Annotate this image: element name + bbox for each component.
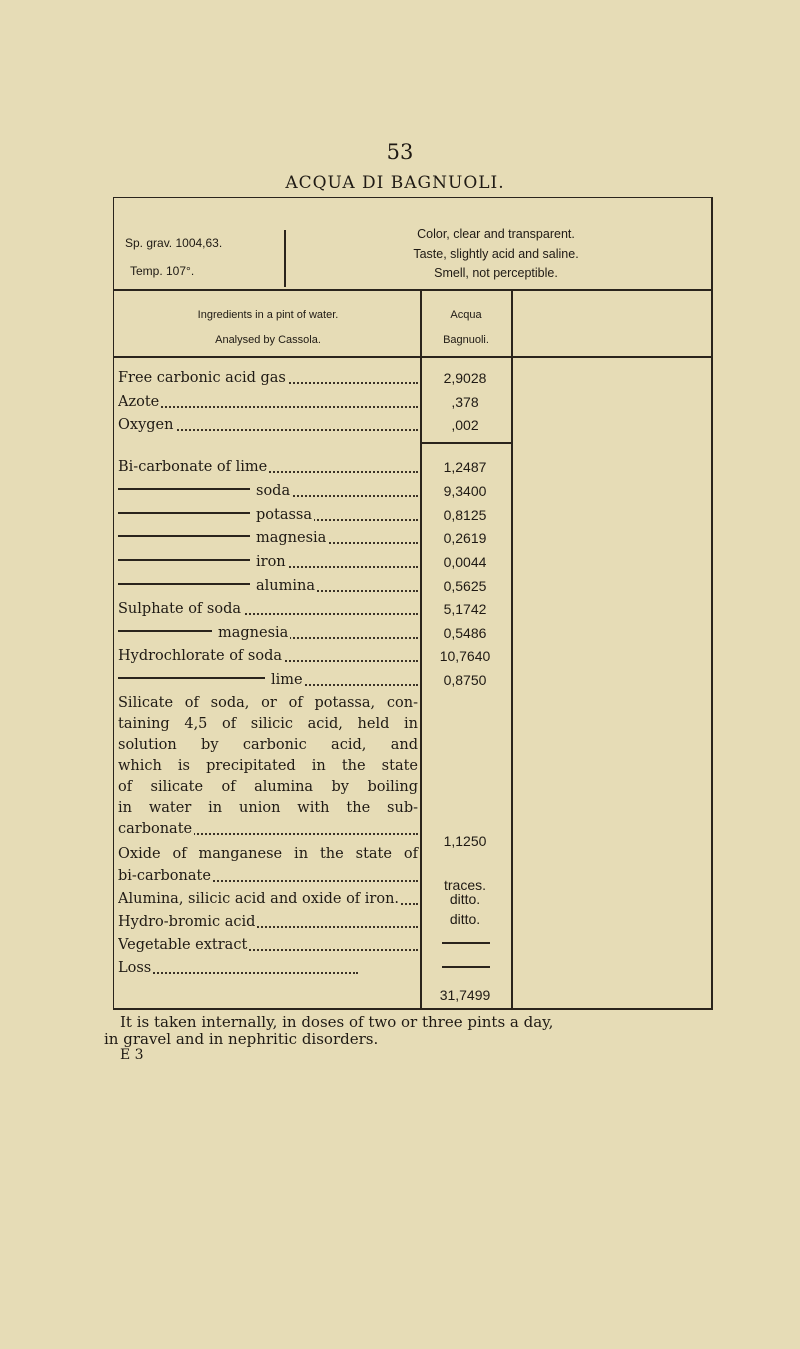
row-label: Loss — [118, 960, 152, 976]
analysed-heading: Analysed by Cassola. — [215, 334, 321, 346]
table-row — [118, 503, 418, 527]
table-row — [118, 479, 418, 503]
ditto-dash — [118, 630, 212, 632]
row-label: magnesia — [218, 625, 289, 641]
footer-line: in gravel and in nephritic disorders. — [104, 1030, 379, 1048]
row-value: ditto. — [449, 911, 481, 927]
smell-note: Smell, not perceptible. — [434, 266, 558, 280]
page-number: 53 — [386, 140, 414, 164]
table-row — [118, 817, 418, 841]
silicate-line: in water in union with the sub- — [118, 800, 418, 816]
silicate-line: solution by carbonic acid, and — [118, 737, 418, 753]
silicate-line: of silicate of alumina by boiling — [118, 779, 418, 795]
acqua-heading: Acqua — [450, 309, 482, 321]
row-value: ditto. — [449, 891, 481, 907]
ditto-dash — [118, 559, 250, 561]
row-value: 0,5625 — [443, 578, 487, 594]
row-label: Free carbonic acid gas — [118, 370, 286, 386]
row-label: Bi-carbonate of lime — [118, 459, 268, 475]
table-row — [118, 621, 418, 645]
row-label: Alumina, silicic acid and oxide of iron. — [118, 891, 400, 907]
row-value: 9,3400 — [443, 483, 487, 499]
row-label: Sulphate of soda — [118, 601, 241, 617]
row-label: lime — [271, 672, 303, 688]
table-row — [118, 550, 418, 574]
ditto-dash — [118, 583, 250, 585]
ditto-dash — [118, 535, 250, 537]
taste-note: Taste, slightly acid and saline. — [413, 247, 579, 261]
row-value: 5,1742 — [443, 601, 487, 617]
table-row — [118, 956, 418, 980]
oxide-line: Oxide of manganese in the state of — [118, 846, 418, 862]
bagnuoli-heading: Bagnuoli. — [443, 334, 489, 346]
table-row — [118, 910, 418, 934]
table-row — [118, 668, 418, 692]
silicate-line: which is precipitated in the state — [118, 758, 418, 774]
row-value: 0,8125 — [443, 507, 487, 523]
ditto-dash — [118, 677, 265, 679]
row-value: 1,2487 — [443, 459, 487, 475]
ingredients-heading: Ingredients in a pint of water. — [197, 309, 339, 321]
silicate-line: Silicate of soda, or of potassa, con- — [118, 695, 418, 711]
table-row — [118, 644, 418, 668]
row-value: traces. — [443, 877, 486, 893]
color-note: Color, clear and transparent. — [417, 227, 575, 241]
page-title: ACQUA DI BAGNUOLI. — [285, 173, 505, 193]
row-label: magnesia — [256, 530, 327, 546]
table-row — [118, 366, 418, 390]
table-row — [118, 597, 418, 621]
row-label: Hydrochlorate of soda — [118, 648, 283, 664]
table-row — [118, 864, 418, 888]
empty-value-dash — [442, 966, 490, 968]
total-value: 31,7499 — [439, 987, 491, 1003]
row-value: 0,5486 — [443, 625, 487, 641]
table-row — [118, 574, 418, 598]
table-row — [118, 526, 418, 550]
row-value: ,002 — [451, 417, 479, 433]
empty-value-dash — [442, 942, 490, 944]
row-value: 0,2619 — [443, 530, 487, 546]
table-row — [118, 413, 418, 437]
value-column-right-rule — [511, 291, 513, 1010]
signature-mark: E 3 — [120, 1047, 144, 1063]
group-rule — [420, 442, 512, 444]
silicate-line: taining 4,5 of silicic acid, held in — [118, 716, 418, 732]
table-row — [118, 887, 418, 911]
row-label: Oxygen — [118, 417, 174, 433]
row-label: Azote — [118, 394, 160, 410]
row-label: bi-carbonate — [118, 868, 211, 884]
specific-gravity: Sp. grav. 1004,63. — [125, 236, 223, 250]
subheader-rule — [113, 356, 713, 358]
row-value: 0,8750 — [443, 672, 487, 688]
footer-line: It is taken internally, in doses of two or three pints a day, — [120, 1013, 554, 1031]
header-rule — [113, 289, 713, 291]
temperature: Temp. 107°. — [130, 264, 195, 278]
table-row — [118, 455, 418, 479]
ditto-dash — [118, 512, 250, 514]
table-row — [118, 390, 418, 414]
row-value: 10,7640 — [439, 648, 491, 664]
row-value: 1,1250 — [443, 833, 487, 849]
row-label: potassa — [256, 507, 313, 523]
table-row — [118, 933, 418, 957]
row-label: Hydro-bromic acid — [118, 914, 256, 930]
row-label: alumina — [256, 578, 315, 594]
row-value: ,378 — [451, 394, 479, 410]
row-value: 0,0044 — [443, 554, 487, 570]
row-label: iron — [256, 554, 286, 570]
ditto-dash — [118, 488, 250, 490]
row-value: 2,9028 — [443, 370, 487, 386]
row-label: Vegetable extract — [118, 937, 248, 953]
row-label: carbonate — [118, 821, 193, 837]
row-label: soda — [256, 483, 291, 499]
